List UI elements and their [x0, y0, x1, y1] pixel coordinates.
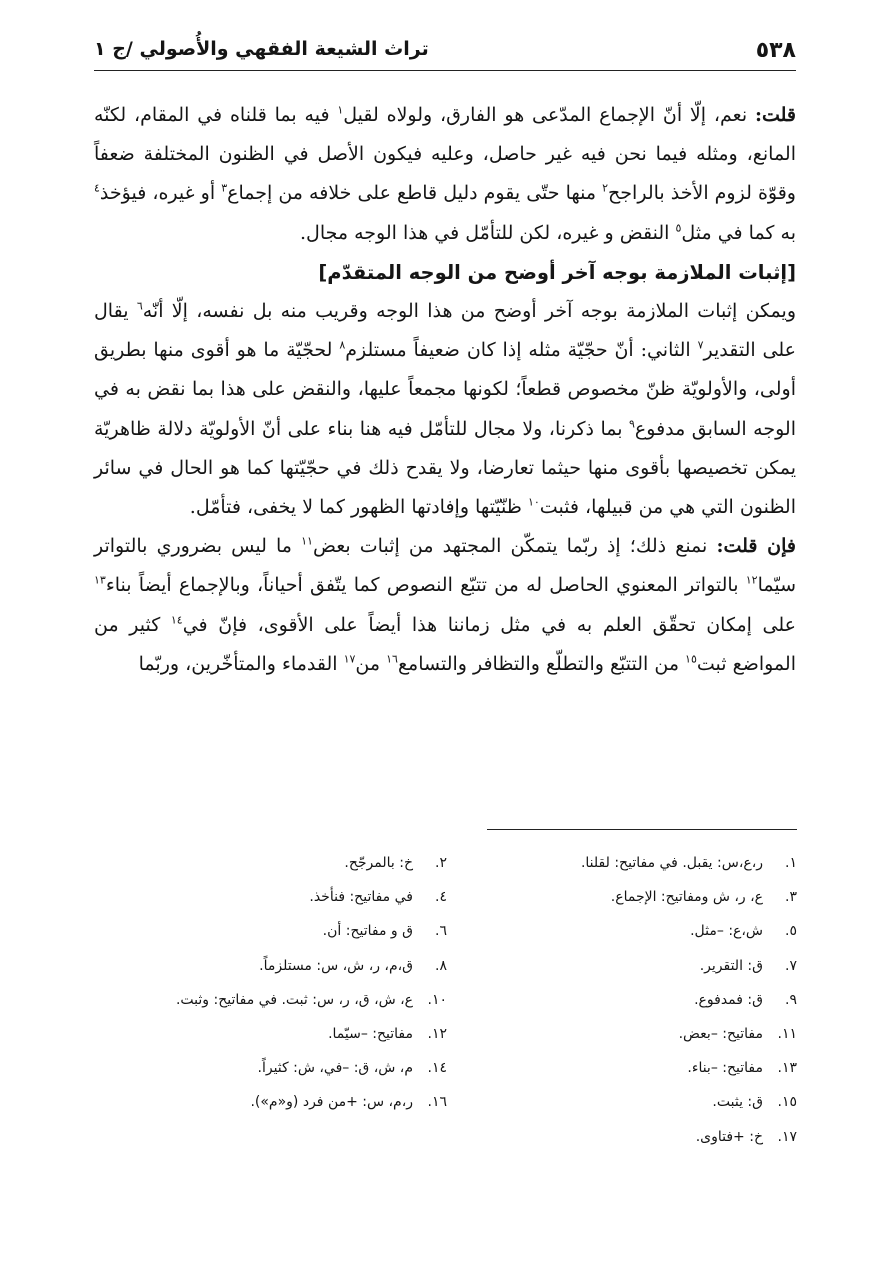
footnotes-column-left [117, 846, 447, 1120]
running-title: تراث الشيعة الفقهي والأُصولي /ج ١ [94, 38, 429, 60]
paragraph-lead: فإن قلت: [716, 535, 797, 558]
footnote-ref: ٦ [136, 299, 143, 313]
footnote-item: ١٦.ر،م، س: +من فرد (و«م»). [250, 1094, 447, 1111]
footnote-item: ١٣.مفاتيح: –بناء. [687, 1060, 797, 1077]
footnote-ref: ٥ [675, 221, 682, 235]
page-header [94, 36, 796, 71]
footnote-ref: ١١ [301, 534, 313, 548]
footnote-item: ٤.في مفاتيح: فنأخذ. [309, 889, 447, 906]
footnote-item: ١٠.ع، ش، ق، ر، س: ثبت. في مفاتيح: وثبت. [175, 991, 447, 1008]
footnote-divider [487, 829, 797, 830]
footnote-item: ٣.ع، ر، ش ومفاتيح: الإجماع. [610, 889, 797, 906]
footnote-ref: ١٧ [343, 652, 356, 666]
paragraph-1: قلت: نعم، إلّا أنّ الإجماع المدّعى هو الفارق، ولولاه لقيل$^١$ فيه بما قلناه في المقام، لكنّه المانع، ومثله فيما نحن فيه غير حاصل، وعليه فيكون الأصل في الظنون المختلفة ضعفاً وقوّة لزوم الأخذ بالراجح$^٢$ منها حتّى يقوم دليل قاطع على خلافه من إجماع$^٣$ أو غيره، فيؤخذ$^٤$ به كما في مثل$^٥$ النقض و غيره، لكن للتأمّل في هذا الوجه مجال. [94, 103, 796, 244]
footnote-item: ٩.ق: فمدفوع. [694, 991, 797, 1008]
footnote-item: ٥.ش،ع: –مثل. [690, 923, 797, 940]
main-text [94, 96, 796, 684]
footnote-ref: ١٢ [745, 574, 758, 588]
footnote-ref: ٩ [629, 417, 635, 431]
footnote-ref: ٧ [697, 338, 704, 352]
paragraph-3: فإن قلت: نمنع ذلك؛ إذ ربّما يتمكّن المجتهد من إثبات بعض$^{١١}$ ما ليس بضروري بالتواتر سيّما$^{١٢}$ بالتواتر المعنوي الحاصل له من تتبّع النصوص كما يتّفق أحياناً، وبالإجماع أيضاً بناء$^{١٣}$ على إمكان تحقّق العلم به في مثل زماننا هذا أيضاً على الأقوى، فإنّ في$^{١٤}$ كثير من المواضع ثبت$^{١٥}$ من التتبّع والتطلّع والتظافر والتسامع$^{١٦}$ من$^{١٧}$ القدماء والمتأخّرين، وربّما [94, 534, 797, 675]
footnote-ref: ٤ [94, 182, 100, 196]
paragraph-lead: قلت: [754, 104, 796, 126]
footnote-item: ٦.ق و مفاتيح: أن. [322, 923, 447, 940]
footnote-item: ١٧.خ: +فتاوى. [695, 1128, 797, 1145]
footnote-ref: ١٠ [527, 495, 540, 509]
footnote-item: ١٢.مفاتيح: –سيّما. [328, 1025, 447, 1042]
page-number: ٥٣٨ [755, 38, 796, 63]
footnote-ref: ٢ [602, 182, 609, 196]
footnote-item: ١٥.ق: يثبت. [712, 1094, 797, 1111]
footnote-item: ١.ر،ع،س: يقبل. في مفاتيح: لقلنا. [580, 855, 797, 871]
footnote-ref: ١٣ [94, 574, 106, 588]
footnote-item: ٨.ق،م، ر، ش، س: مستلزماً. [259, 957, 447, 974]
footnote-ref: ١٥ [685, 652, 697, 666]
footnote-ref: ١ [337, 103, 344, 117]
footnote-ref: ٣ [221, 182, 228, 196]
footnote-ref: ٨ [339, 338, 346, 352]
footnotes-column-right [467, 846, 797, 1154]
footnote-ref: ١٤ [170, 613, 183, 627]
footnote-ref: ١٦ [386, 652, 398, 666]
footnote-item: ١١.مفاتيح: –بعض. [678, 1025, 797, 1042]
footnote-item: ١٤.م، ش، ق: –في، ش: كثيراً. [257, 1060, 447, 1077]
paragraph-2: ويمكن إثبات الملازمة بوجه آخر أوضح من هذا الوجه وقريب منه بل نفسه، إلّا أنّه$^٦$ يقال على التقدير$^٧$ الثاني: أنّ حجّيّة مثله إذا كان ضعيفاً مستلزم$^٨$ لحجّيّة ما هو أقوى منها بطريق أولى، والأولويّة ظنّ مخصوص قطعاً؛ لكونها مجمعاً عليها، والنقض على هذا بما نقض به في الوجه السابق مدفوع$^٩$ بما ذكرنا، ولا مجال للتأمّل فيه هنا بناء على أنّ الأولويّة دلالة ظاهريّة يمكن تخصيصها بأقوى منها حيثما تعارضا، ولا يقدح ذلك في حجّيّتها كما هو الحال في سائر الظنون التي هي من قبيلها، فثبت$^{١٠}$ ظنّيّتها وإفادتها الظهور كما لا يخفى، فتأمّل. [94, 299, 796, 519]
footnote-item: ٧.ق: التقرير. [699, 957, 797, 974]
section-heading: [إثبات الملازمة بوجه آخر أوضح من الوجه المتقدّم] [318, 260, 796, 284]
footnote-item: ٢.خ: بالمرجّح. [344, 855, 447, 871]
